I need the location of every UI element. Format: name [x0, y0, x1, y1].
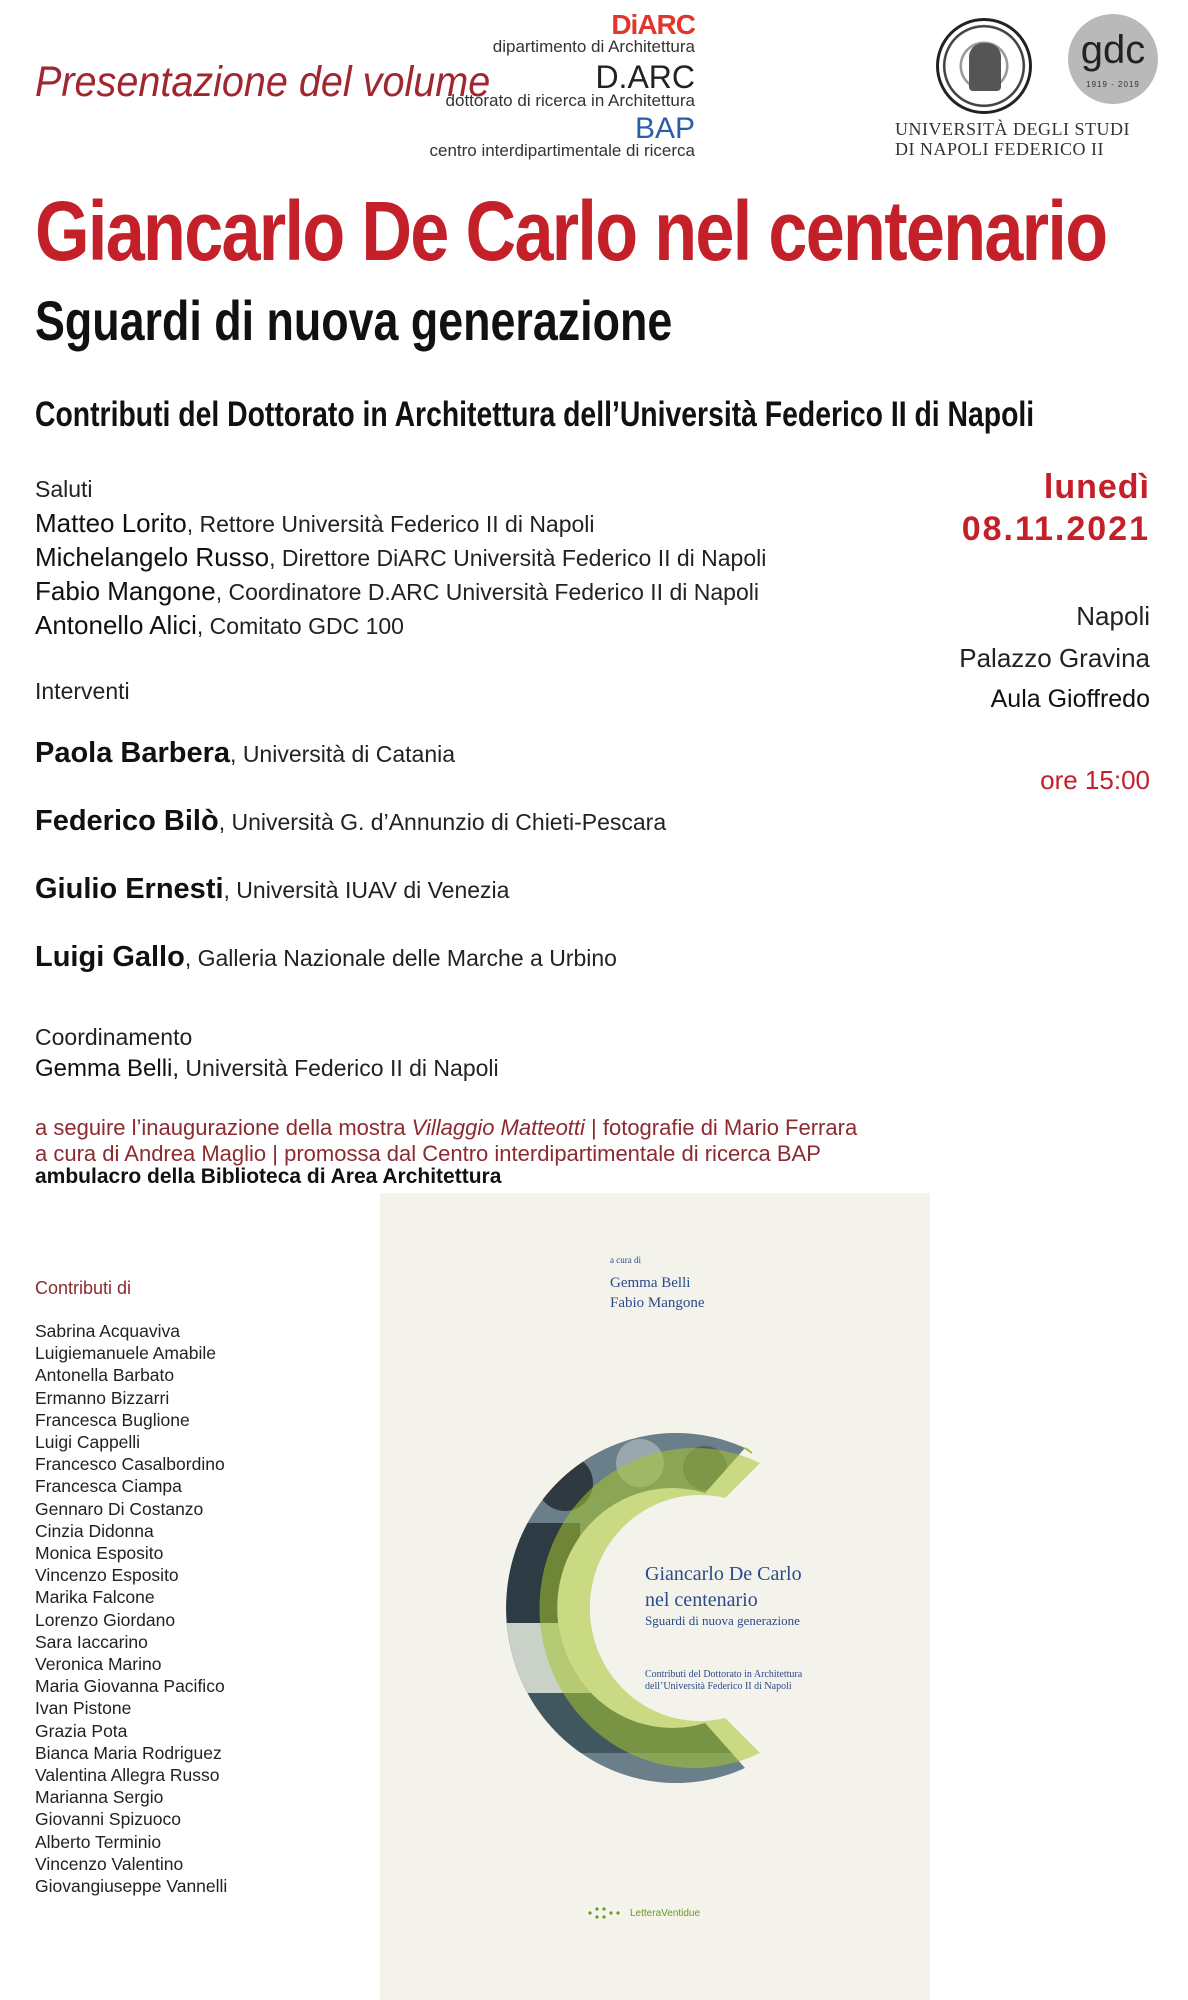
- speaker-name: Paola Barbera: [35, 737, 231, 769]
- contributor-item: Giovangiuseppe Vannelli: [35, 1876, 228, 1897]
- university-name: [895, 120, 1130, 160]
- person-role: , Comitato GDC 100: [196, 613, 404, 639]
- cover-title: [645, 1561, 802, 1613]
- contributor-item: Cinzia Didonna: [35, 1520, 154, 1541]
- coordinator-name: Gemma Belli,: [35, 1055, 180, 1082]
- diarc-logo: DiARC: [611, 9, 695, 40]
- contributor-item: Veronica Marino: [35, 1654, 162, 1675]
- contributor-item: Giovanni Spizuoco: [35, 1809, 181, 1830]
- event-city: Napoli: [1076, 601, 1150, 631]
- event-time: ore 15:00: [1040, 765, 1150, 795]
- contributor-item: Ivan Pistone: [35, 1698, 132, 1719]
- contributor-item: Antonella Barbato: [35, 1365, 175, 1386]
- cover-editor: Gemma Belli: [610, 1275, 691, 1291]
- coordinamento-label: Coordinamento: [35, 1024, 193, 1050]
- cover-title-line1: Giancarlo De Carlo: [645, 1563, 802, 1585]
- darc-caption: dottorato di ricerca in Architettura: [445, 91, 695, 110]
- speaker-affiliation: , Università di Catania: [230, 741, 456, 767]
- exhibition-location: ambulacro della Biblioteca di Area Architettura: [35, 1165, 502, 1188]
- exhibition-prefix: a seguire l’inaugurazione della mostra: [35, 1115, 412, 1140]
- exhibition-line-2: a cura di Andrea Maglio | promossa dal Centro interdipartimentale di ricerca BAP: [35, 1141, 821, 1166]
- speaker: [35, 941, 617, 974]
- cover-editors: [610, 1273, 705, 1313]
- contributor-item: Francesca Buglione: [35, 1409, 190, 1430]
- person-role: , Coordinatore D.ARC Università Federico II di Napoli: [215, 579, 759, 605]
- gdc-logo: [1068, 14, 1158, 104]
- contributor-item: Valentina Allegra Russo: [35, 1765, 220, 1786]
- saluti-person: [35, 508, 595, 539]
- speaker: [35, 873, 509, 906]
- contributor-item: Lorenzo Giordano: [35, 1609, 176, 1630]
- exhibition-suffix: | fotografie di Mario Ferrara: [584, 1115, 858, 1140]
- contributor-item: Alberto Terminio: [35, 1831, 162, 1852]
- contributor-item: Luigi Cappelli: [35, 1432, 141, 1453]
- university-name-line2: DI NAPOLI FEDERICO II: [895, 138, 1104, 159]
- contributor-item: Gennaro Di Costanzo: [35, 1498, 204, 1519]
- event-date: 08.11.2021: [961, 510, 1150, 548]
- saluti-person: [35, 542, 766, 573]
- speaker-affiliation: , Università IUAV di Venezia: [223, 877, 510, 903]
- coordinator: [35, 1055, 499, 1083]
- contributor-item: Grazia Pota: [35, 1720, 128, 1741]
- speaker: [35, 805, 666, 838]
- contributor-item: Monica Esposito: [35, 1543, 164, 1564]
- contributor-item: Marika Falcone: [35, 1587, 155, 1608]
- bap-logo: BAP: [634, 112, 695, 145]
- university-seal-icon: [936, 18, 1032, 114]
- contributor-item: Luigiemanuele Amabile: [35, 1343, 216, 1364]
- bap-caption: centro interdipartimentale di ricerca: [429, 141, 695, 160]
- contributions-line: Contributi del Dottorato in Architettura dell’Università Federico II di Napoli: [35, 395, 1035, 434]
- person-name: Matteo Lorito: [35, 508, 187, 538]
- contributor-item: Vincenzo Valentino: [35, 1853, 184, 1874]
- page-title: Giancarlo De Carlo nel centenario: [35, 184, 1107, 278]
- gdc-logo-years: 1919 - 2019: [1086, 80, 1140, 89]
- contributor-item: Sara Iaccarino: [35, 1631, 148, 1652]
- speaker-name: Luigi Gallo: [35, 941, 185, 973]
- exhibition-line-1: [35, 1115, 857, 1141]
- event-room: Aula Gioffredo: [990, 685, 1150, 713]
- person-name: Michelangelo Russo: [35, 542, 270, 572]
- saluti-person: [35, 576, 759, 607]
- cover-contributions: Contributi del Dottorato in Architettura dell’Università Federico II di Napoli: [645, 1669, 803, 1692]
- gdc-logo-text: gdc: [1080, 28, 1146, 72]
- contributor-item: Sabrina Acquaviva: [35, 1321, 180, 1341]
- cover-editor: Fabio Mangone: [610, 1295, 705, 1311]
- coordinator-affiliation: Università Federico II di Napoli: [179, 1055, 499, 1081]
- darc-logo: D.ARC: [595, 59, 695, 95]
- contributors-label: Contributi di: [35, 1278, 132, 1298]
- cover-curated-by: a cura di: [610, 1255, 641, 1265]
- diarc-caption: dipartimento di Architettura: [492, 37, 695, 56]
- contributor-item: Francesca Ciampa: [35, 1476, 182, 1497]
- contributor-item: Vincenzo Esposito: [35, 1565, 179, 1586]
- contributor-item: Ermanno Bizzarri: [35, 1387, 170, 1408]
- contributors-list: [35, 1320, 227, 1897]
- saluti-person: [35, 610, 404, 641]
- publisher-logo-icon: [587, 1905, 627, 1921]
- contributor-item: Marianna Sergio: [35, 1787, 164, 1808]
- event-venue: Palazzo Gravina: [959, 643, 1150, 673]
- person-name: Fabio Mangone: [35, 576, 216, 606]
- person-role: , Rettore Università Federico II di Napoli: [186, 511, 595, 537]
- person-role: , Direttore DiARC Università Federico II di Napoli: [269, 545, 767, 571]
- university-name-line1: UNIVERSITÀ DEGLI STUDI: [895, 119, 1130, 139]
- speaker: [35, 737, 455, 770]
- exhibition-title: Villaggio Matteotti: [411, 1115, 585, 1140]
- cover-publisher: LetteraVentidue: [630, 1908, 701, 1919]
- speaker-affiliation: , Galleria Nazionale delle Marche a Urbino: [184, 945, 617, 971]
- speaker-name: Giulio Ernesti: [35, 873, 224, 905]
- contributor-item: Bianca Maria Rodriguez: [35, 1742, 222, 1763]
- page-subtitle: Sguardi di nuova generazione: [35, 289, 673, 352]
- event-day: lunedì: [1043, 468, 1150, 506]
- cover-title-line2: nel centenario: [645, 1589, 758, 1611]
- speaker-name: Federico Bilò: [35, 805, 219, 837]
- book-cover: [380, 1193, 930, 2000]
- speaker-affiliation: , Università G. d’Annunzio di Chieti-Pescara: [218, 809, 667, 835]
- interventi-label: Interventi: [35, 678, 130, 704]
- saluti-label: Saluti: [35, 476, 93, 502]
- intro-heading: Presentazione del volume: [35, 58, 491, 106]
- cover-subtitle: Sguardi di nuova generazione: [645, 1613, 800, 1628]
- contributor-item: Maria Giovanna Pacifico: [35, 1676, 225, 1697]
- person-name: Antonello Alici: [35, 610, 197, 640]
- contributor-item: Francesco Casalbordino: [35, 1454, 225, 1475]
